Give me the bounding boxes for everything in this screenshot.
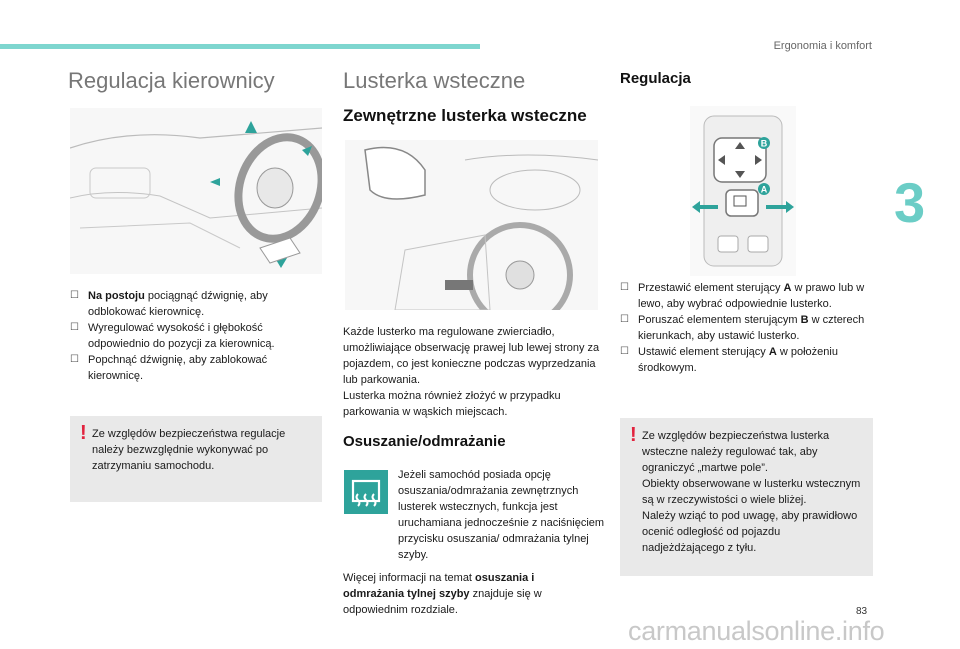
list-item: ☐ Przestawić element sterujący A w prawo lub w lewo, aby wybrać odpowiednie lusterko. xyxy=(620,280,878,312)
cockpit-mirror-illustration xyxy=(345,140,598,310)
defrost-icon xyxy=(344,470,388,514)
warning-text: Ze względów bezpieczeństwa lusterka wsteczne należy regulować tak, aby ograniczyć „martwe pole”. Obiekty obserwowane w lusterku wstecznym są w rzeczywistości o wiele bliżej. Należy wziąć to pod uwagę, aby prawidłowo ocenić odległość od pojazdu nadjeżdżającego z tyłu. xyxy=(642,430,861,554)
warning-icon: ! xyxy=(80,422,87,444)
defrost-title: Osuszanie/odmrażanie xyxy=(343,433,506,450)
mirror-warning-box xyxy=(620,418,873,576)
list-item: ☐ Poruszać elementem sterującym B w czterech kierunkach, aby ustawić lusterko. xyxy=(620,312,878,344)
list-item: ☐ Wyregulować wysokość i głębokość odpowiednio do pozycji za kierownicą. xyxy=(70,320,320,352)
warning-icon: ! xyxy=(630,424,637,446)
steering-warning-box xyxy=(70,416,322,502)
more-info: Więcej informacji na temat osuszania i odmrażania tylnej szyby znajduje się w odpowiednim rozdziale. xyxy=(343,572,542,616)
header-accent-bar xyxy=(0,44,480,49)
adjustment-steps xyxy=(620,280,878,376)
defrost-description: Jeżeli samochód posiada opcję osuszania/odmrażania zewnętrznych lusterek wstecznych, funkcja jest uruchamiana jednocześnie z naciśnięciem przycisku osuszania/ odmrażania tylnej szyby. xyxy=(398,469,605,561)
label-b: B xyxy=(760,138,768,149)
mirror-control-illustration xyxy=(690,106,796,276)
mirrors-title: Lusterka wsteczne xyxy=(343,68,526,93)
chapter-number: 3 xyxy=(894,171,926,234)
list-item: ☐ Popchnąć dźwignię, aby zablokować kierownicę. xyxy=(70,352,320,384)
steering-title: Regulacja kierownicy xyxy=(68,68,275,93)
section-title: Ergonomia i komfort xyxy=(773,40,872,52)
adjustment-title: Regulacja xyxy=(620,70,691,87)
watermark: carmanualsonline.info xyxy=(628,616,885,646)
page-number: 83 xyxy=(856,606,868,617)
list-item: ☐ Ustawić element sterujący A w położeniu środkowym. xyxy=(620,344,878,376)
steering-steps xyxy=(70,288,320,384)
mirrors-description: Każde lusterko ma regulowane zwierciadło, umożliwiające obserwację prawej lub lewej strony za pojazdem, co jest konieczne podczas wyprzedzania lub parkowania. Lusterka można również złożyć w przypadku parkowania w wąskich miejscach. xyxy=(343,326,600,418)
exterior-mirrors-subtitle: Zewnętrzne lusterka wsteczne xyxy=(343,106,587,125)
steering-wheel-illustration xyxy=(70,108,322,274)
list-item: ☐ Na postoju pociągnąć dźwignię, aby odblokować kierownicę. xyxy=(70,288,320,320)
warning-text: Ze względów bezpieczeństwa regulacje należy bezwzględnie wykonywać po zatrzymaniu samochodu. xyxy=(92,428,286,472)
label-a: A xyxy=(760,184,768,195)
